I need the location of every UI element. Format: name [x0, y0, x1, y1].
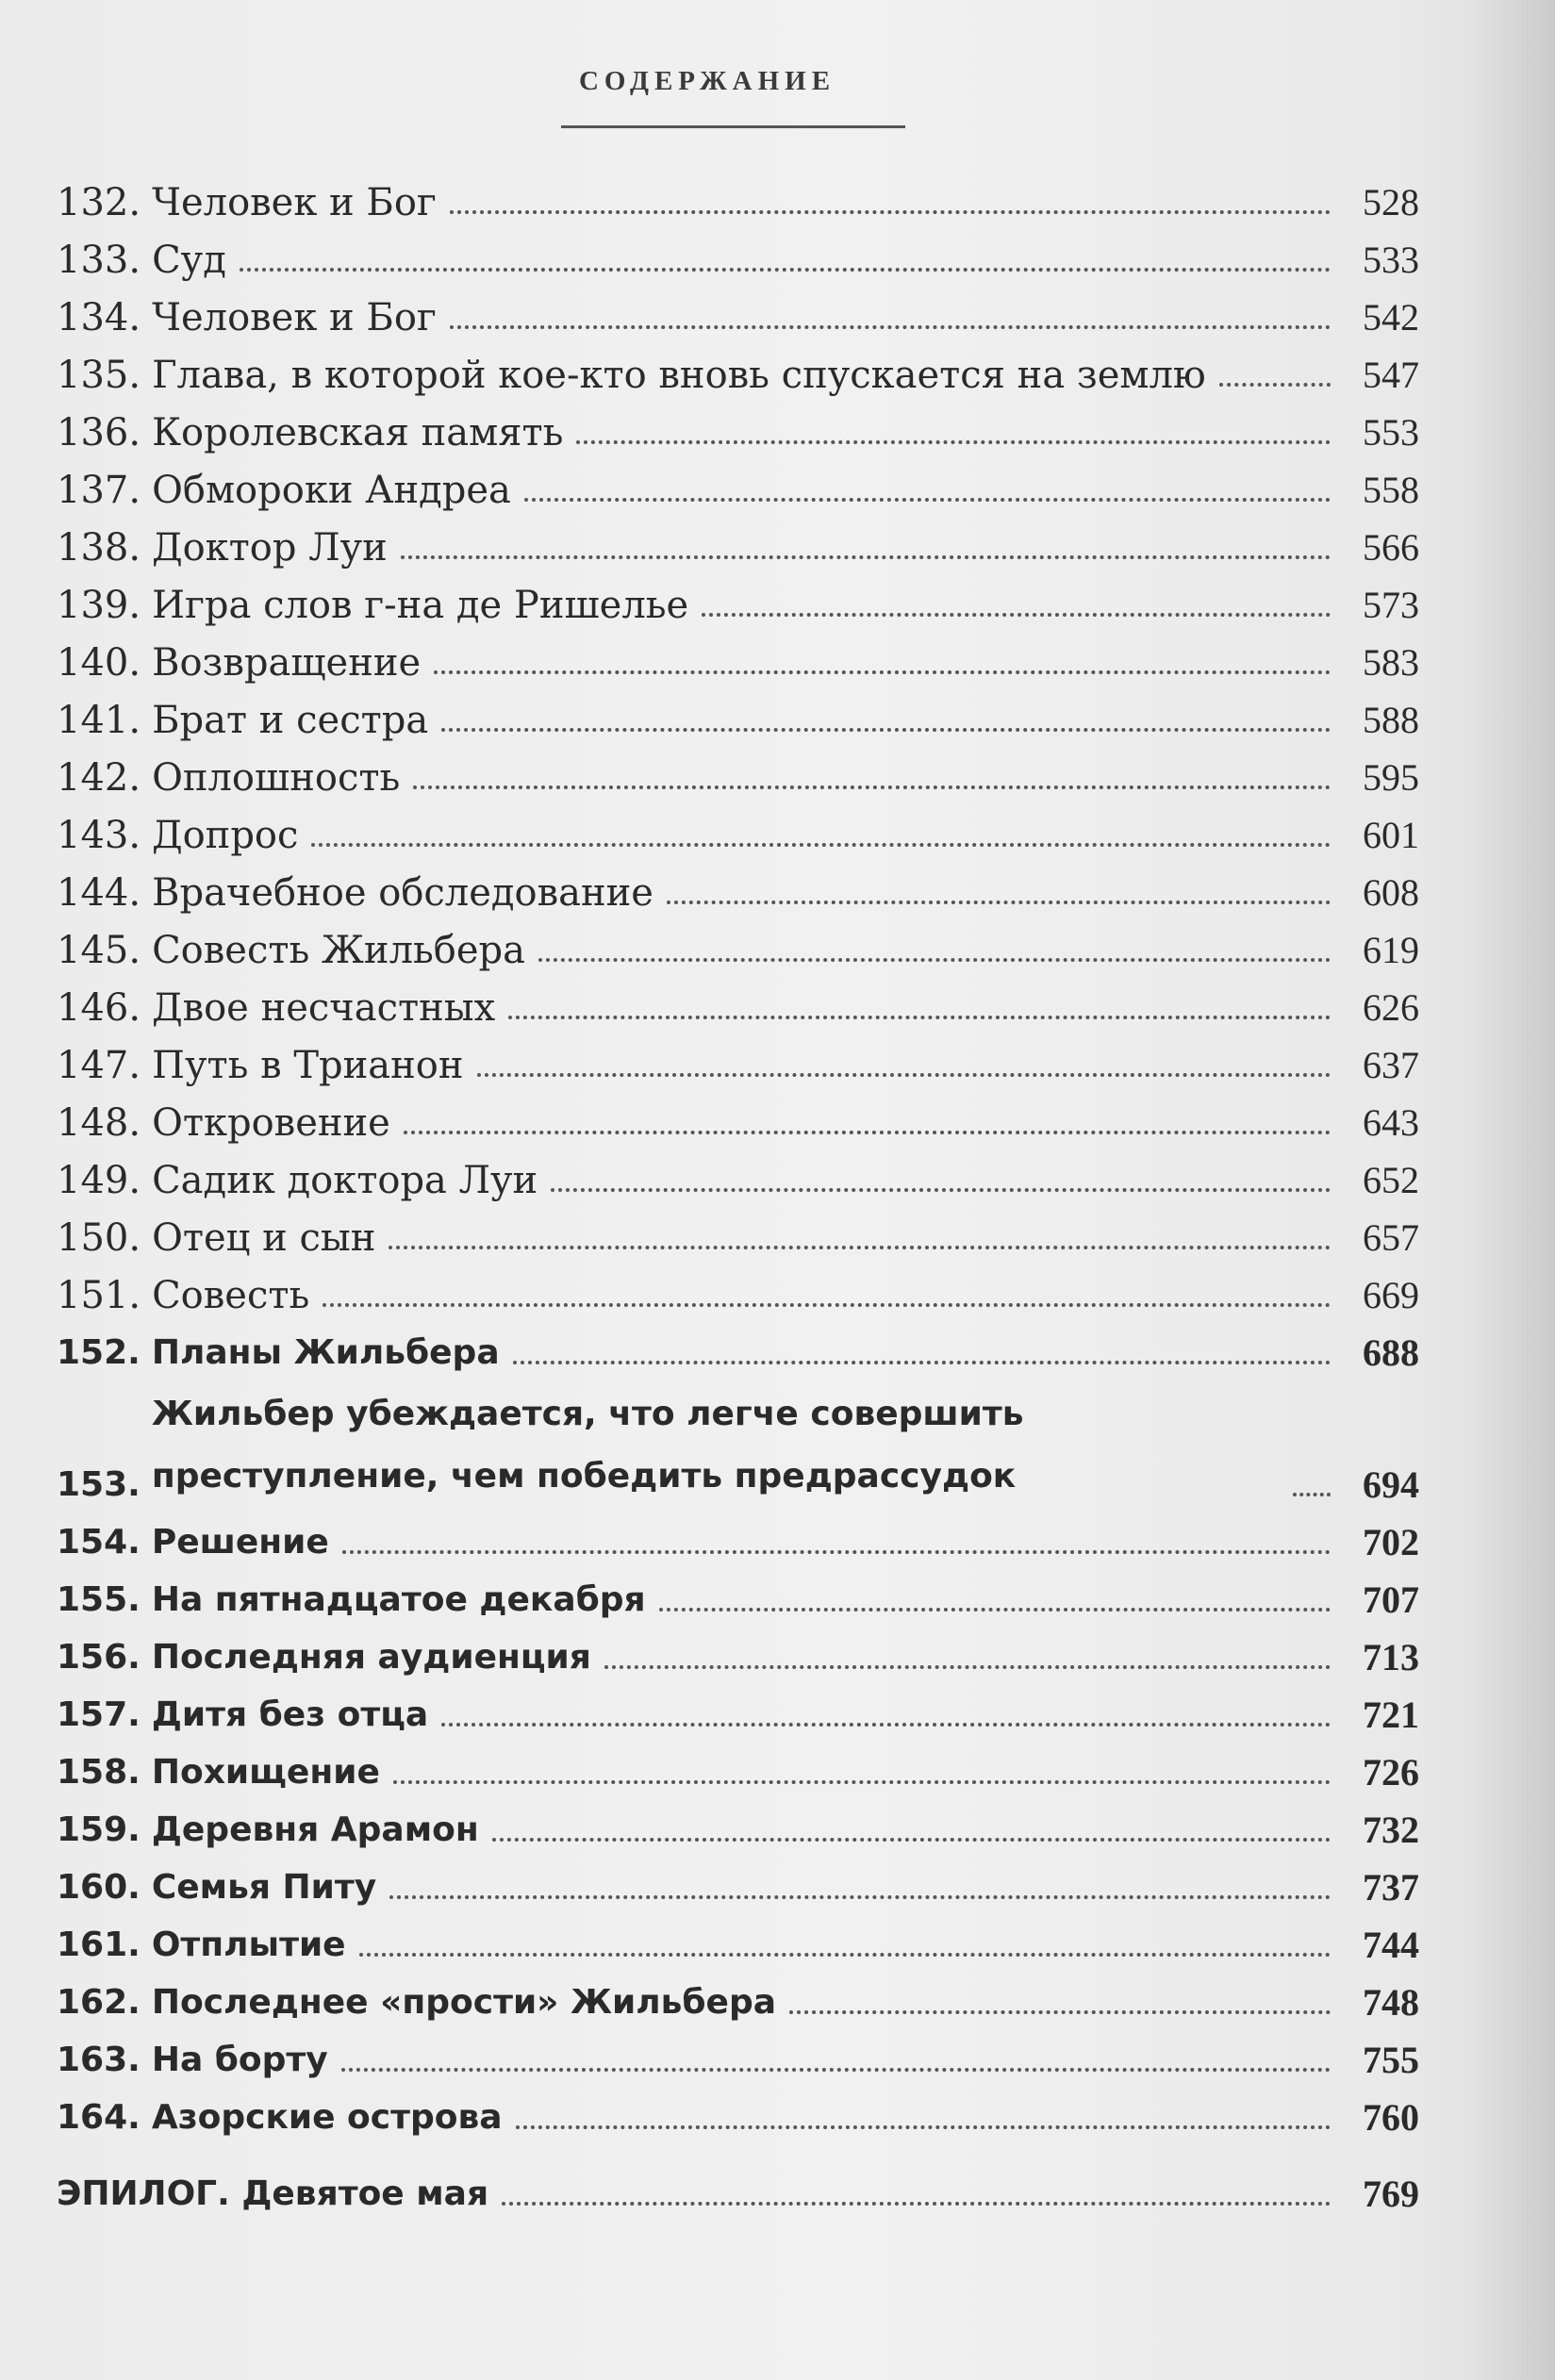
- page-number: 744: [1363, 1924, 1419, 1966]
- page-number: 707: [1363, 1578, 1419, 1621]
- chapter-title: Последняя аудиенция: [151, 1638, 591, 1677]
- page-number: 583: [1363, 641, 1419, 684]
- toc-entry: [57, 283, 1419, 340]
- chapter-title: Игра слов г-на де Ришелье: [152, 584, 689, 627]
- chapter-title: Совесть Жильбера: [152, 929, 525, 972]
- page-number: 553: [1363, 411, 1419, 454]
- dot-leader: [702, 613, 1331, 617]
- page-number: 726: [1363, 1751, 1419, 1793]
- dot-leader: [413, 785, 1331, 789]
- chapter-title: Похищение: [151, 1753, 380, 1792]
- page-number: 528: [1363, 181, 1419, 223]
- chapter-number: 148.: [57, 1101, 141, 1145]
- page-number: 558: [1363, 469, 1419, 511]
- toc-entry: [57, 225, 1419, 283]
- toc-entry: [57, 1508, 1419, 1565]
- chapter-title: Допрос: [152, 814, 299, 857]
- chapter-number: 153.: [57, 1465, 141, 1504]
- page-number: 694: [1363, 1463, 1419, 1506]
- toc-entry: [57, 916, 1419, 973]
- chapter-title: Врачебное обследование: [152, 871, 653, 915]
- toc-entry: [57, 570, 1419, 628]
- toc-entry: [57, 858, 1419, 916]
- toc-entry: [57, 2025, 1419, 2083]
- toc-entry: [57, 686, 1419, 743]
- chapter-number: 152.: [57, 1333, 141, 1372]
- chapter-title: Двое несчастных: [152, 986, 496, 1030]
- chapter-number: 132.: [57, 181, 141, 224]
- toc-entry: [57, 1146, 1419, 1203]
- dot-leader: [604, 1665, 1331, 1669]
- page-number: 619: [1363, 929, 1419, 971]
- page-number: 643: [1363, 1101, 1419, 1144]
- chapter-number: 146.: [57, 986, 141, 1030]
- chapter-number: 155.: [57, 1580, 141, 1619]
- dot-leader: [789, 2010, 1331, 2014]
- dot-leader: [434, 670, 1331, 674]
- toc-entry: [57, 2083, 1419, 2140]
- chapter-number: 147.: [57, 1044, 141, 1087]
- chapter-title: Человек и Бог: [152, 181, 437, 224]
- chapter-number: 154.: [57, 1523, 141, 1562]
- toc-entry: [57, 1565, 1419, 1623]
- page-number: 573: [1363, 584, 1419, 626]
- toc-entry: [57, 1203, 1419, 1261]
- chapter-title: На борту: [151, 2041, 328, 2079]
- dot-leader: [538, 958, 1331, 962]
- chapter-number: 141.: [57, 699, 141, 742]
- chapter-title: Садик доктора Луи: [152, 1159, 538, 1202]
- chapter-title: Суд: [152, 239, 226, 282]
- chapter-number: 162.: [57, 1983, 141, 2022]
- dot-leader: [1293, 1493, 1331, 1496]
- chapter-number: 161.: [57, 1925, 141, 1964]
- toc-entry: [57, 340, 1419, 398]
- chapter-number: 163.: [57, 2041, 141, 2079]
- table-of-contents: [57, 168, 1419, 2217]
- dot-leader: [389, 1246, 1331, 1249]
- toc-entry: [57, 398, 1419, 455]
- chapter-number: 138.: [57, 526, 141, 570]
- chapter-title: Возвращение: [152, 641, 422, 685]
- chapter-title: Глава, в которой кое-кто вновь спускается на землю: [152, 354, 1206, 397]
- chapter-number: 136.: [57, 411, 141, 455]
- toc-entry: [57, 1968, 1419, 2025]
- epilogue-title: ЭПИЛОГ. Девятое мая: [57, 2174, 489, 2213]
- page-number: 755: [1363, 2039, 1419, 2081]
- toc-entry-epilogue: [57, 2159, 1419, 2217]
- page-number: 608: [1363, 871, 1419, 914]
- chapter-number: 133.: [57, 239, 141, 282]
- page-edge-shadow: [1470, 0, 1555, 2380]
- dot-leader: [323, 1303, 1331, 1307]
- chapter-number: 142.: [57, 756, 141, 800]
- chapter-number: 158.: [57, 1753, 141, 1792]
- toc-entry: [57, 1795, 1419, 1853]
- dot-leader: [477, 1073, 1331, 1077]
- toc-entry: [57, 513, 1419, 570]
- toc-entry: [57, 801, 1419, 858]
- toc-entry: [57, 1031, 1419, 1088]
- chapter-number: 135.: [57, 354, 141, 397]
- page-number: 732: [1363, 1809, 1419, 1851]
- chapter-number: 156.: [57, 1638, 141, 1677]
- chapter-number: 145.: [57, 929, 141, 972]
- toc-entry: [57, 1261, 1419, 1318]
- toc-entry: [57, 168, 1419, 225]
- chapter-title: Человек и Бог: [152, 296, 437, 339]
- chapter-title: Жильбер убеждается, что легче совершить преступление, чем победить предрассудок: [151, 1395, 1024, 1496]
- chapter-title: Семья Питу: [151, 1868, 377, 1907]
- dot-leader: [342, 1550, 1331, 1554]
- chapter-title: Азорские острова: [151, 2098, 503, 2137]
- page-number: 533: [1363, 239, 1419, 281]
- chapter-title: Деревня Арамон: [151, 1810, 479, 1849]
- chapter-title: Королевская память: [152, 411, 564, 455]
- title-rule: [561, 125, 905, 128]
- chapter-number: 164.: [57, 2098, 141, 2137]
- toc-entry: [57, 1376, 1419, 1508]
- chapter-title: Путь в Трианон: [152, 1044, 464, 1087]
- page-number: 769: [1363, 2173, 1419, 2215]
- chapter-title: Дитя без отца: [151, 1695, 429, 1734]
- page-number: 657: [1363, 1216, 1419, 1259]
- page-number: 566: [1363, 526, 1419, 569]
- dot-leader: [311, 843, 1331, 847]
- chapter-number: 139.: [57, 584, 141, 627]
- page-number: 595: [1363, 756, 1419, 799]
- dot-leader: [393, 1780, 1331, 1784]
- page-number: 702: [1363, 1521, 1419, 1563]
- dot-leader: [516, 2125, 1331, 2129]
- chapter-title: Оплошность: [152, 756, 401, 800]
- page-title: СОДЕРЖАНИЕ: [578, 66, 836, 96]
- dot-leader: [401, 555, 1331, 559]
- dot-leader: [551, 1188, 1331, 1192]
- page-number: 626: [1363, 986, 1419, 1029]
- dot-leader: [389, 1895, 1331, 1899]
- dot-leader: [359, 1953, 1331, 1957]
- chapter-number: 137.: [57, 469, 141, 512]
- toc-entry: [57, 455, 1419, 513]
- toc-entry: [57, 628, 1419, 686]
- toc-entry: [57, 1853, 1419, 1910]
- page-number: 713: [1363, 1636, 1419, 1678]
- page-number: 637: [1363, 1044, 1419, 1086]
- chapter-title: Последнее «прости» Жильбера: [151, 1983, 777, 2022]
- chapter-title: Отец и сын: [152, 1216, 376, 1260]
- toc-entry: [57, 1910, 1419, 1968]
- dot-leader: [667, 901, 1331, 904]
- chapter-number: 151.: [57, 1274, 141, 1317]
- toc-entry: [57, 1088, 1419, 1146]
- page-number: 760: [1363, 2096, 1419, 2139]
- chapter-number: 159.: [57, 1810, 141, 1849]
- page-number: 652: [1363, 1159, 1419, 1201]
- dot-leader: [1219, 383, 1331, 387]
- chapter-number: 157.: [57, 1695, 141, 1734]
- page-number: 721: [1363, 1694, 1419, 1736]
- chapter-number: 143.: [57, 814, 141, 857]
- dot-leader: [404, 1131, 1331, 1134]
- toc-entry: [57, 1738, 1419, 1795]
- dot-leader: [450, 210, 1331, 214]
- toc-entry: [57, 1318, 1419, 1376]
- toc-entry: [57, 743, 1419, 801]
- dot-leader: [502, 2202, 1331, 2206]
- chapter-title: Доктор Луи: [152, 526, 388, 570]
- chapter-number: 149.: [57, 1159, 141, 1202]
- dot-leader: [659, 1608, 1331, 1611]
- dot-leader: [450, 325, 1331, 329]
- chapter-title: Решение: [151, 1523, 329, 1562]
- dot-leader: [513, 1361, 1331, 1364]
- chapter-number: 134.: [57, 296, 141, 339]
- chapter-title: Совесть: [152, 1274, 310, 1317]
- chapter-title: Брат и сестра: [152, 699, 429, 742]
- chapter-number: 160.: [57, 1868, 141, 1907]
- toc-entry: [57, 973, 1419, 1031]
- page-number: 601: [1363, 814, 1419, 856]
- chapter-title: Планы Жильбера: [151, 1333, 500, 1372]
- dot-leader: [524, 498, 1331, 502]
- page-number: 748: [1363, 1981, 1419, 2024]
- dot-leader: [492, 1838, 1331, 1842]
- chapter-number: 144.: [57, 871, 141, 915]
- page-number: 542: [1363, 296, 1419, 339]
- dot-leader: [341, 2068, 1331, 2072]
- page-number: 688: [1363, 1331, 1419, 1374]
- chapter-number: 140.: [57, 641, 141, 685]
- chapter-title: Откровение: [152, 1101, 390, 1145]
- page-number: 588: [1363, 699, 1419, 741]
- toc-entry: [57, 1623, 1419, 1680]
- dot-leader: [441, 1723, 1331, 1727]
- toc-entry: [57, 1680, 1419, 1738]
- chapter-number: 150.: [57, 1216, 141, 1260]
- chapter-title: На пятнадцатое декабря: [151, 1580, 646, 1619]
- dot-leader: [240, 268, 1331, 272]
- dot-leader: [576, 440, 1331, 444]
- chapter-title: Обмороки Андреа: [152, 469, 511, 512]
- page-number: 669: [1363, 1274, 1419, 1316]
- chapter-title: Отплытие: [151, 1925, 346, 1964]
- dot-leader: [441, 728, 1331, 732]
- dot-leader: [508, 1016, 1331, 1019]
- page-number: 547: [1363, 354, 1419, 396]
- page-number: 737: [1363, 1866, 1419, 1909]
